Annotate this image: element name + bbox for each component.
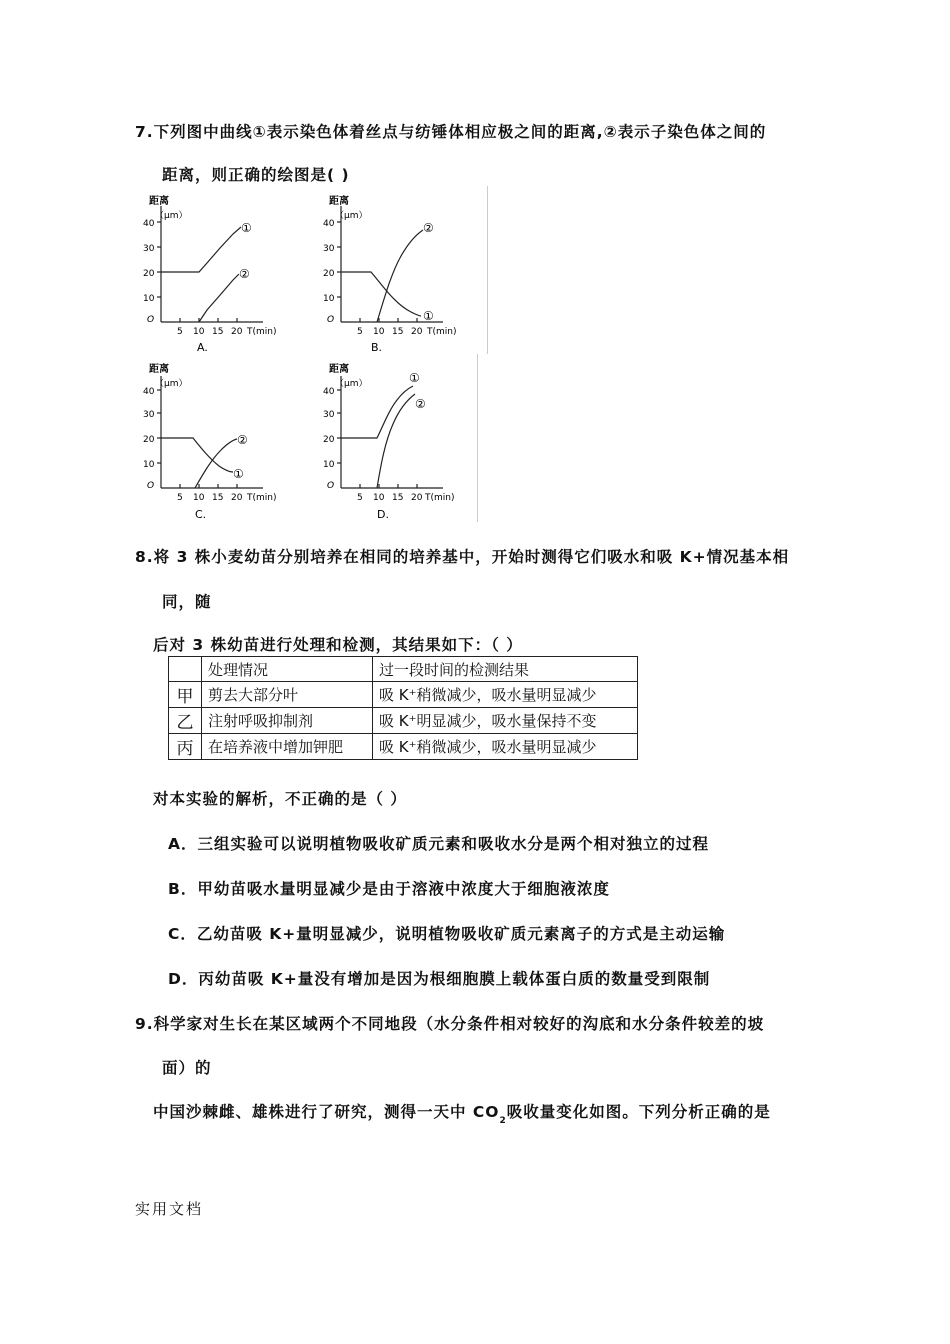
y-tick-label: 10 — [143, 460, 155, 470]
y-axis-title: 距离 — [329, 364, 349, 375]
origin-label: O — [147, 481, 155, 491]
q8-option-c: C．乙幼苗吸 K+量明显减少，说明植物吸收矿质元素离子的方式是主动运输 — [168, 925, 726, 943]
y-tick-label: 30 — [143, 244, 155, 254]
y-axis-title: 距离 — [329, 196, 349, 207]
table-cell — [169, 657, 202, 682]
q9-line3-pre: 中国沙棘雌、雄株进行了研究，测得一天中 CO — [153, 1103, 500, 1121]
x-axis-unit: T(min) — [247, 493, 277, 503]
table-row — [169, 657, 638, 682]
x-axis-unit: T(min) — [427, 327, 457, 337]
y-tick-label: 30 — [143, 410, 155, 420]
x-tick-label: 10 — [193, 327, 205, 337]
q8-line2: 同，随 — [162, 593, 212, 611]
y-tick-label: 30 — [323, 410, 335, 420]
table-cell: 甲 — [169, 682, 202, 708]
x-tick-label: 10 — [193, 493, 205, 503]
table-cell: 吸 K⁺明显减少，吸水量保持不变 — [373, 708, 638, 734]
q8-line1: 8.将 3 株小麦幼苗分别培养在相同的培养基中，开始时测得它们吸水和吸 K+情况基本相 — [135, 548, 790, 566]
y-axis-unit: （μm） — [155, 211, 188, 221]
x-tick-label: 20 — [231, 493, 243, 503]
y-axis-unit: （μm） — [335, 379, 368, 389]
table-row — [169, 734, 638, 760]
q8-option-a: A．三组实验可以说明植物吸收矿质元素和吸收水分是两个相对独立的过程 — [168, 835, 709, 853]
y-tick-label: 20 — [143, 269, 155, 279]
q7-line2: 距离，则正确的绘图是( ) — [162, 166, 350, 184]
q8-option-d: D．丙幼苗吸 K+量没有增加是因为根细胞膜上载体蛋白质的数量受到限制 — [168, 970, 711, 988]
curve-1-label: ① — [409, 371, 420, 385]
q8-option-b: B．甲幼苗吸水量明显减少是由于溶液中浓度大于细胞液浓度 — [168, 880, 610, 898]
graph-d — [311, 354, 478, 522]
y-tick-label: 40 — [143, 387, 155, 397]
origin-label: O — [327, 481, 335, 491]
curve-1-label: ① — [423, 309, 434, 323]
y-tick-label: 40 — [143, 219, 155, 229]
x-tick-label: 10 — [373, 327, 385, 337]
origin-label: O — [147, 315, 155, 325]
q9-line3-sub: 2 — [499, 1116, 507, 1126]
x-tick-label: 20 — [411, 493, 423, 503]
curve-2-label: ② — [415, 397, 426, 411]
graph-a — [135, 186, 311, 354]
y-tick-label: 40 — [323, 219, 335, 229]
table-cell: 处理情况 — [202, 657, 373, 682]
q9-line3 — [153, 1100, 771, 1126]
curve-2-label: ② — [239, 267, 250, 281]
q9-line1: 9.科学家对生长在某区域两个不同地段（水分条件相对较好的沟底和水分条件较差的坡 — [135, 1015, 765, 1033]
q8-table — [168, 656, 638, 760]
x-tick-label: 20 — [231, 327, 243, 337]
table-cell: 过一段时间的检测结果 — [373, 657, 638, 682]
table-cell: 吸 K⁺稍微减少，吸水量明显减少 — [373, 682, 638, 708]
y-tick-label: 20 — [323, 435, 335, 445]
y-tick-label: 40 — [323, 387, 335, 397]
x-axis-unit: T(min) — [425, 493, 455, 503]
option-letter: A. — [197, 341, 208, 354]
x-tick-label: 15 — [212, 327, 224, 337]
x-tick-label: 5 — [177, 327, 183, 337]
graph-b — [311, 186, 488, 354]
y-tick-label: 10 — [323, 460, 335, 470]
x-tick-label: 15 — [212, 493, 224, 503]
table-cell: 在培养液中增加钾肥 — [202, 734, 373, 760]
table-row — [169, 682, 638, 708]
q9-line2: 面）的 — [162, 1059, 212, 1077]
y-tick-label: 10 — [323, 294, 335, 304]
curve-1-label: ① — [233, 467, 244, 481]
curve-2-label: ② — [423, 221, 434, 235]
x-axis-unit: T(min) — [247, 327, 277, 337]
origin-label: O — [327, 315, 335, 325]
x-tick-label: 20 — [411, 327, 423, 337]
option-letter: B. — [371, 341, 383, 354]
page-footer: 实用文档 — [135, 1200, 204, 1218]
table-cell: 注射呼吸抑制剂 — [202, 708, 373, 734]
table-cell: 乙 — [169, 708, 202, 734]
y-tick-label: 30 — [323, 244, 335, 254]
y-tick-label: 20 — [143, 435, 155, 445]
y-axis-unit: （μm） — [155, 379, 188, 389]
table-cell: 丙 — [169, 734, 202, 760]
q7-line1: 7.下列图中曲线①表示染色体着丝点与纺锤体相应极之间的距离,②表示子染色体之间的 — [135, 123, 767, 141]
curve-1-label: ① — [241, 221, 252, 235]
y-tick-label: 10 — [143, 294, 155, 304]
x-tick-label: 10 — [373, 493, 385, 503]
x-tick-label: 15 — [392, 327, 404, 337]
option-letter: C. — [195, 508, 207, 521]
x-tick-label: 5 — [177, 493, 183, 503]
table-cell: 剪去大部分叶 — [202, 682, 373, 708]
graph-c — [135, 354, 311, 522]
table-cell: 吸 K⁺稍微减少，吸水量明显减少 — [373, 734, 638, 760]
x-tick-label: 5 — [357, 327, 363, 337]
x-tick-label: 5 — [357, 493, 363, 503]
q9-line3-post: 吸收量变化如图。下列分析正确的是 — [506, 1103, 771, 1121]
q8-stem: 对本实验的解析，不正确的是（ ） — [153, 790, 407, 808]
q8-line3: 后对 3 株幼苗进行处理和检测，其结果如下：（ ） — [153, 636, 523, 654]
curve-2-label: ② — [237, 433, 248, 447]
y-axis-unit: （μm） — [335, 211, 368, 221]
table-row — [169, 708, 638, 734]
y-axis-title: 距离 — [149, 364, 169, 375]
option-letter: D. — [377, 508, 389, 521]
x-tick-label: 15 — [392, 493, 404, 503]
y-axis-title: 距离 — [149, 196, 169, 207]
y-tick-label: 20 — [323, 269, 335, 279]
